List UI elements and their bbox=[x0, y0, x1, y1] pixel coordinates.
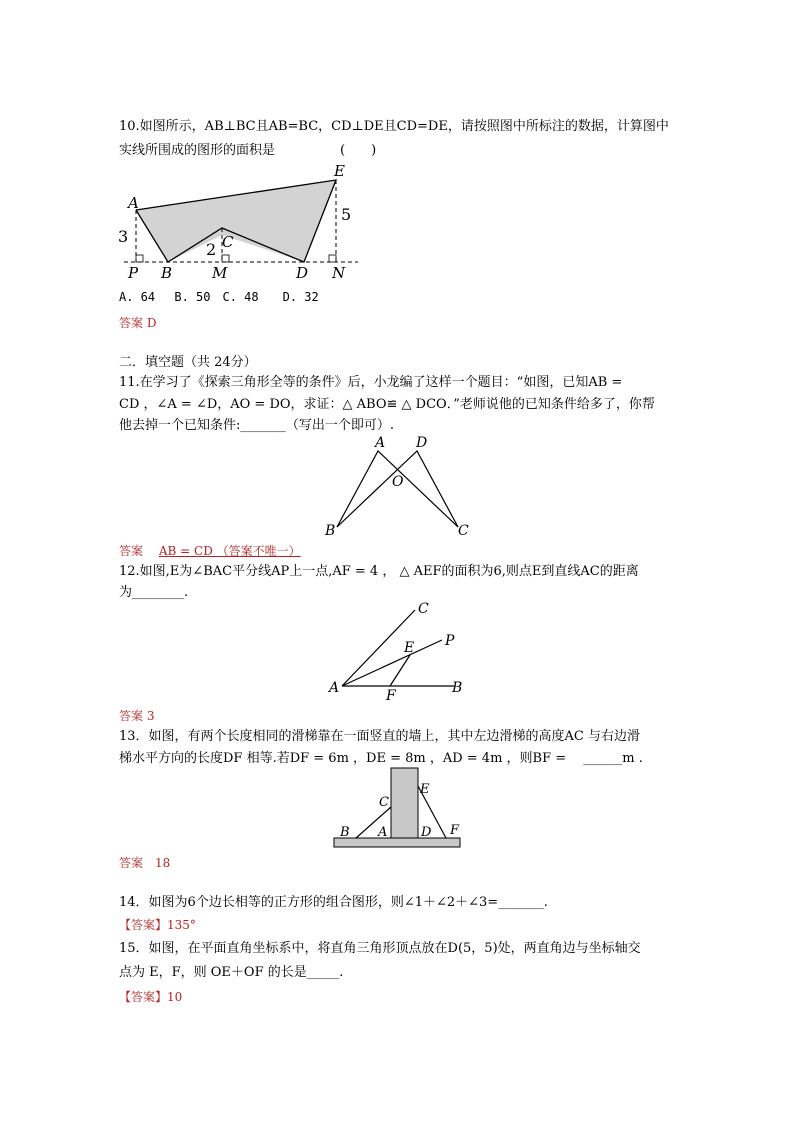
q14-text-line1: 14．如图为6个边长相等的正方形的组合图形，则∠1＋∠2＋∠3=_______. bbox=[119, 895, 548, 910]
point-label-F: F bbox=[450, 823, 460, 838]
q10-text-line1: 10.如图所示，AB⊥BC且AB=BC，CD⊥DE且CD=DE，请按照图中所标注的数据，计算图中 bbox=[119, 119, 669, 134]
point-label-B: B bbox=[161, 264, 173, 282]
point-label-C: C bbox=[458, 523, 469, 539]
point-label-D: D bbox=[416, 435, 428, 451]
q13-figure bbox=[330, 764, 464, 852]
measure-3: 3 bbox=[118, 227, 129, 246]
point-label-B: B bbox=[325, 523, 336, 539]
point-label-F: F bbox=[386, 688, 396, 702]
measure-2: 2 bbox=[206, 240, 217, 259]
point-label-C: C bbox=[379, 795, 389, 810]
q13-text-line1: 13．如图，有两个长度相同的滑梯靠在一面竖直的墙上，其中左边滑梯的高度AC 与右边滑 bbox=[119, 729, 641, 744]
point-label-P: P bbox=[445, 633, 455, 649]
point-label-A: A bbox=[375, 435, 386, 451]
point-label-E: E bbox=[334, 162, 345, 180]
q10-text-line2: 实线所围成的图形的面积是 ( ) bbox=[119, 143, 377, 158]
point-label-A: A bbox=[378, 825, 388, 840]
point-label-M: M bbox=[212, 264, 228, 282]
q11-answer-value: AB = CD （答案不唯一） bbox=[158, 544, 301, 558]
point-label-E: E bbox=[420, 782, 430, 797]
point-label-B: B bbox=[340, 825, 350, 840]
q13-answer: 答案 18 bbox=[119, 856, 171, 870]
q11-text-line1: 11.在学习了《探索三角形全等的条件》后，小龙编了这样一个题目：“如图，已知AB = bbox=[119, 375, 623, 390]
q10-answer: 答案 D bbox=[119, 316, 157, 330]
q11-figure bbox=[320, 434, 470, 540]
point-label-D: D bbox=[296, 264, 309, 282]
point-label-C: C bbox=[418, 601, 429, 617]
q15-answer: 【答案】10 bbox=[119, 990, 183, 1004]
point-label-B: B bbox=[452, 680, 463, 696]
q10-figure bbox=[116, 160, 376, 282]
point-label-E: E bbox=[404, 640, 415, 656]
point-label-C: C bbox=[222, 233, 234, 251]
q13-text-line2: 梯水平方向的长度DF 相等.若DF = 6m ，DE = 8m ，AD = 4m ，则BF = ______m . bbox=[119, 751, 643, 766]
point-label-A: A bbox=[128, 194, 139, 212]
point-label-P: P bbox=[128, 264, 139, 282]
q11-answer-row bbox=[119, 542, 301, 560]
point-label-A: A bbox=[329, 680, 340, 696]
point-label-O: O bbox=[392, 474, 404, 490]
q12-figure bbox=[324, 598, 474, 702]
point-label-D: D bbox=[421, 825, 432, 840]
q10-options: A. 64 B. 50 C. 48 D. 32 bbox=[119, 290, 319, 304]
q12-text-line1: 12.如图,E为∠BAC平分线AP上一点,AF = 4 ， △ AEF的面积为6,则点E到直线AC的距离 bbox=[119, 564, 639, 579]
point-label-N: N bbox=[332, 264, 346, 282]
q11-answer-label: 答案 bbox=[119, 544, 144, 558]
section-title: 二．填空题（共 24分） bbox=[119, 355, 257, 370]
q15-text-line1: 15．如图，在平面直角坐标系中，将直角三角形顶点放在D(5，5)处，两直角边与坐标轴交 bbox=[119, 941, 641, 956]
q14-answer: 【答案】135° bbox=[119, 918, 196, 932]
q12-text-line2: 为________. bbox=[119, 585, 189, 600]
q11-text-line2: CD ，∠A = ∠D，AO = DO，求证：△ ABO≌ △ DCO．”老师说他的已知条件给多了，你帮 bbox=[119, 397, 655, 412]
q12-answer: 答案 3 bbox=[119, 709, 155, 723]
q11-text-line3: 他去掉一个已知条件:_______（写出一个即可）. bbox=[119, 418, 395, 433]
q15-text-line2: 点为 E，F，则 OE＋OF 的长是_____. bbox=[119, 965, 344, 980]
measure-5: 5 bbox=[341, 205, 352, 224]
